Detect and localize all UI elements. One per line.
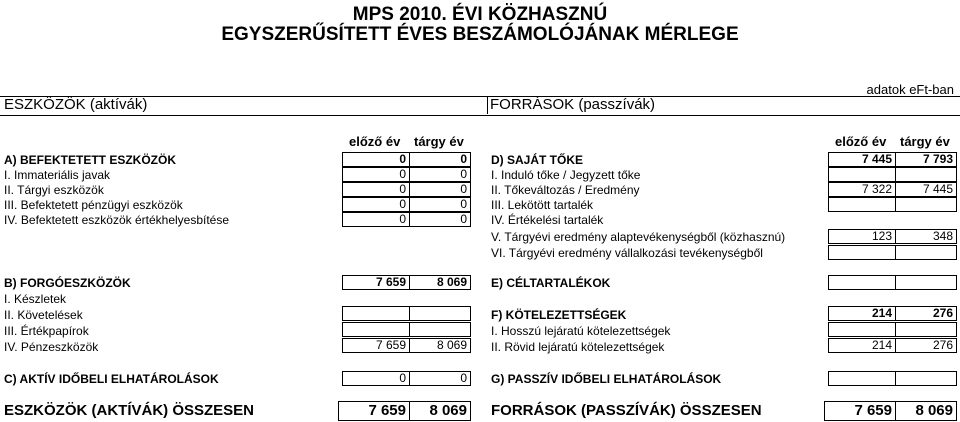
right-row-label: F) KÖTELEZETTSÉGEK [491,308,627,322]
right-prev-cell [828,275,896,290]
right-prev-cell: 7 322 [828,182,896,197]
left-curr-cell: 0 [409,212,471,227]
unit-note: adatok eFt-ban [866,82,954,97]
left-row-label: I. Készletek [4,292,67,306]
left-row-label: II. Követelések [4,308,83,322]
liabilities-header: FORRÁSOK (passzívák) [490,96,656,113]
left-prev-cell [342,322,410,337]
right-curr-cell: 276 [895,306,957,321]
right-row-label: II. Tőkeváltozás / Eredmény [491,183,640,197]
title-line-1: MPS 2010. ÉVI KÖZHASZNÚ [352,4,608,25]
right-row-label: IV. Értékelési tartalék [491,213,604,227]
assets-total-curr: 8 069 [409,401,471,421]
left-prev-cell: 7 659 [342,275,410,290]
left-curr-cell: 8 069 [409,275,471,290]
right-row-label: E) CÉLTARTALÉKOK [491,276,611,290]
right-prev-cell: 7 445 [828,152,896,167]
right-row-label: G) PASSZÍV IDŐBELI ELHATÁROLÁSOK [491,372,722,386]
right-curr-cell: 7 793 [895,152,957,167]
right-prev-cell [828,197,896,212]
left-prev-cell: 0 [342,371,410,386]
right-prev-cell: 214 [828,306,896,321]
right-row-label: VI. Tárgyévi eredmény vállalkozási tevékenységből [491,246,763,260]
col-prev-left: előző év [349,134,401,149]
right-curr-cell [895,275,957,290]
left-row-label: B) FORGÓESZKÖZÖK [4,276,131,290]
right-curr-cell [895,245,957,260]
left-row-label: III. Értékpapírok [4,324,89,338]
left-row-label: IV. Befektetett eszközök értékhelyesbítése [4,213,230,227]
left-prev-cell: 0 [342,212,410,227]
right-row-label: D) SAJÁT TŐKE [491,153,584,167]
left-curr-cell: 0 [409,197,471,212]
right-curr-cell: 276 [895,338,957,353]
right-prev-cell [828,245,896,260]
left-row-label: IV. Pénzeszközök [4,340,99,354]
left-prev-cell: 7 659 [342,338,410,353]
title-line-2: EGYSZERŰSÍTETT ÉVES BESZÁMOLÓJÁNAK MÉRLEGE [221,24,739,45]
assets-total-label: ESZKÖZÖK (AKTÍVÁK) ÖSSZESEN [4,402,255,419]
liabilities-total-curr: 8 069 [895,401,957,421]
left-curr-cell: 0 [409,371,471,386]
col-curr-right: tárgy év [900,134,950,149]
right-row-label: I. Induló tőke / Jegyzett tőke [491,168,641,182]
left-prev-cell: 0 [342,182,410,197]
assets-total-prev: 7 659 [338,401,410,421]
right-curr-cell [895,371,957,386]
right-curr-cell: 348 [895,229,957,244]
left-row-label: II. Tárgyi eszközök [4,183,104,197]
right-curr-cell: 7 445 [895,182,957,197]
left-prev-cell: 0 [342,167,410,182]
header-divider [487,96,488,114]
right-row-label: II. Rövid lejáratú kötelezettségek [491,340,665,354]
right-curr-cell [895,197,957,212]
left-curr-cell [409,322,471,337]
col-prev-right: előző év [835,134,887,149]
right-prev-cell [828,322,896,337]
right-row-label: V. Tárgyévi eredmény alaptevékenységből (közhasznú) [491,230,786,244]
left-prev-cell [342,306,410,321]
assets-header: ESZKÖZÖK (aktívák) [4,96,148,113]
right-curr-cell [895,167,957,182]
left-curr-cell: 0 [409,182,471,197]
left-row-label: I. Immateriális javak [4,168,111,182]
liabilities-total-prev: 7 659 [824,401,896,421]
right-prev-cell [828,371,896,386]
left-curr-cell: 0 [409,167,471,182]
left-prev-cell: 0 [342,152,410,167]
left-row-label: A) BEFEKTETETT ESZKÖZÖK [4,153,176,167]
left-curr-cell: 0 [409,152,471,167]
right-curr-cell [895,322,957,337]
right-prev-cell: 214 [828,338,896,353]
left-curr-cell [409,306,471,321]
left-row-label: C) AKTÍV IDŐBELI ELHATÁROLÁSOK [4,372,219,386]
left-row-label: III. Befektetett pénzügyi eszközök [4,198,183,212]
left-prev-cell: 0 [342,197,410,212]
col-curr-left: tárgy év [414,134,464,149]
right-prev-cell: 123 [828,229,896,244]
right-row-label: III. Lekötött tartalék [491,198,594,212]
liabilities-total-label: FORRÁSOK (PASSZÍVÁK) ÖSSZESEN [491,402,762,419]
right-prev-cell [828,167,896,182]
left-curr-cell: 8 069 [409,338,471,353]
right-row-label: I. Hosszú lejáratú kötelezettségek [491,324,671,338]
